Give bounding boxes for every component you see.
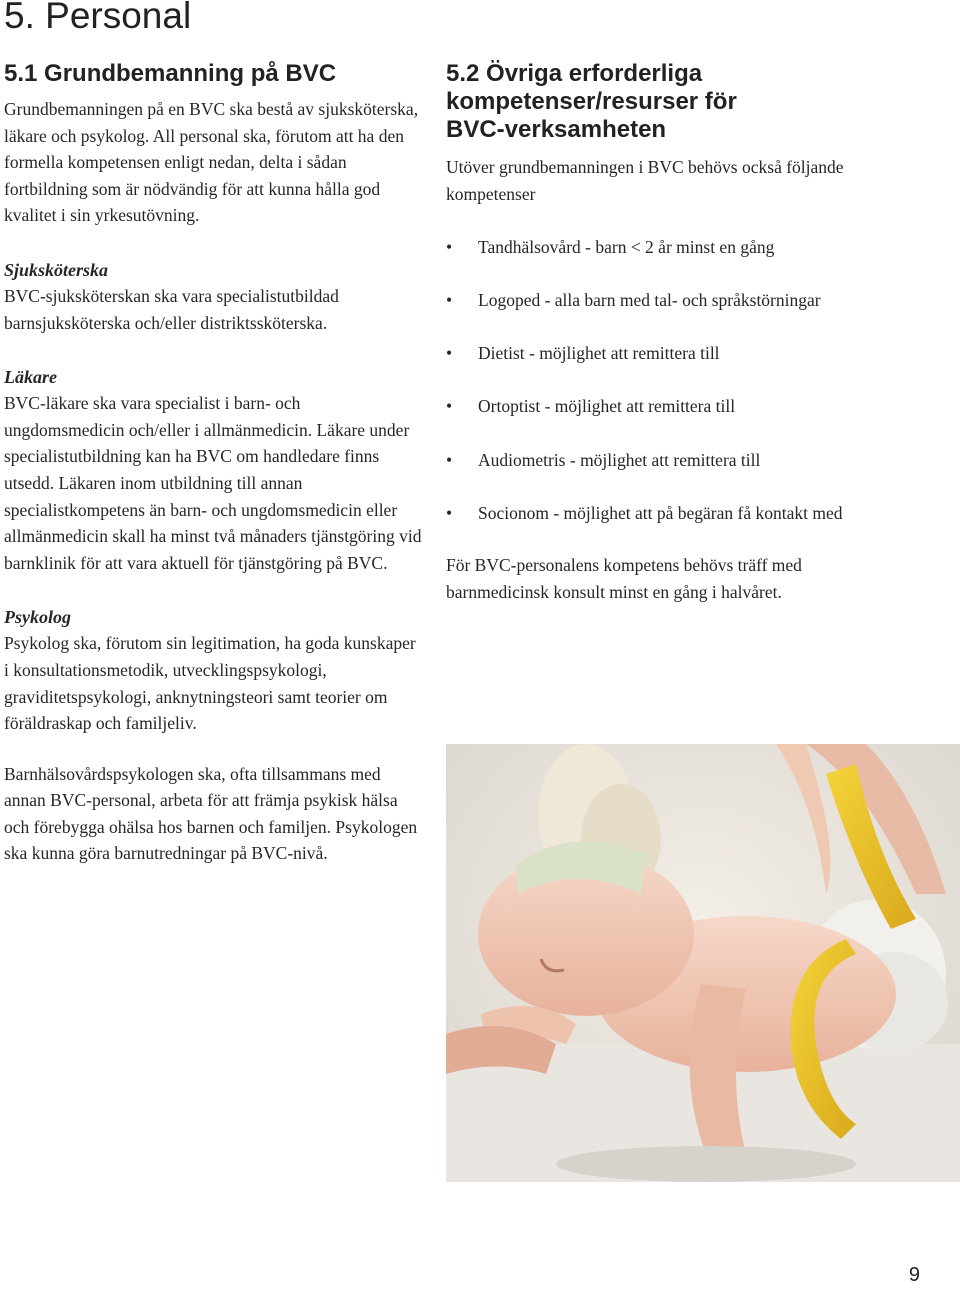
baby-measurement-photo [446,744,960,1182]
psychologist-paragraph-2: Barnhälsovårdspsykologen ska, ofta tillsammans med annan BVC-personal, arbeta för att främja psykisk hälsa och förebygga ohälsa hos barnen och familjen. Psykologen ska kunna göra barnutredningar på BVC-nivå. [4,763,418,864]
bullet-icon: • [446,396,453,417]
list-item: • Audiometris - möjlighet att remittera till [446,447,876,474]
section-heading-5-2 [446,60,876,144]
list-item: • Tandhälsovård - barn < 2 år minst en gång [446,234,876,261]
bullet-icon: • [446,502,453,523]
list-item: • Dietist - möjlighet att remittera till [446,340,876,367]
page-number: 9 [908,1264,920,1286]
right-column [446,60,876,606]
competence-list [446,234,876,527]
bullet-icon: • [446,236,453,257]
right-intro-paragraph: Utöver grundbemanningen i BVC behövs också följande kompetenser [446,157,844,204]
section-heading-5-1: 5.1 Grundbemanning på BVC [4,60,337,87]
doctor-subheading: Läkare [4,367,57,388]
doctor-paragraph: BVC-läkare ska vara specialist i barn- och ungdomsmedicin och/eller i allmänmedicin. Läkare under specialistutbildning kan ha BVC om handledare finns utsedd. Läkaren inom utbildning till annan specialistkompetens än barn- och ungdomsmedicin eller allmänmedicin skall ha minst två månaders tjänstgöring vid barnklinik för att vara aktuell för tjänstgöring på BVC. [4,393,422,573]
bullet-icon: • [446,289,453,310]
page-title: 5. Personal [4,0,192,36]
heading-line-3: BVC-verksamheten [446,116,667,143]
list-item: • Logoped - alla barn med tal- och språkstörningar [446,287,876,314]
psychologist-subheading: Psykolog [4,607,71,628]
nurse-subheading: Sjuksköterska [4,259,109,280]
bullet-icon: • [446,343,453,364]
psychologist-paragraph: Psykolog ska, förutom sin legitimation, ha goda kunskaper i konsultationsmetodik, utvecklingspsykologi, graviditetspsykologi, anknytningsteori samt teorier om föräldraskap och familjeliv. [4,633,416,734]
closing-paragraph: För BVC-personalens kompetens behövs träff med barnmedicinsk konsult minst en gång i halvåret. [446,555,802,602]
left-column [4,60,424,867]
list-item: • Socionom - möjlighet att på begäran få kontakt med [446,500,876,527]
list-item: • Ortoptist - möjlighet att remittera till [446,393,876,420]
nurse-paragraph: BVC-sjuksköterskan ska vara specialistutbildad barnsjuksköterska och/eller distriktssköterska. [4,285,339,333]
bullet-icon: • [446,449,453,470]
heading-line-1: 5.2 Övriga erforderliga [446,60,703,87]
intro-paragraph: Grundbemanningen på en BVC ska bestå av sjuksköterska, läkare och psykolog. All personal ska, förutom att ha den formella kompetensen enligt nedan, delta i sådan fortbildning som är nödvändig för att kunna hålla god kvalitet i sin yrkesutövning. [4,99,419,226]
heading-line-2: kompetenser/resurser för [446,88,737,115]
